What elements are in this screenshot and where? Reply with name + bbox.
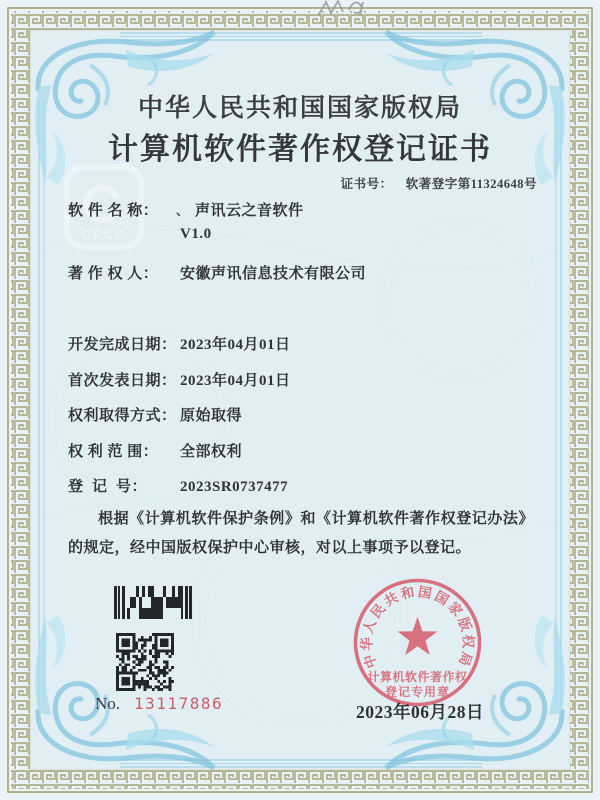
field-label: 首次发表日期：: [68, 373, 177, 389]
field-value: 全部权利: [180, 444, 243, 460]
software-version: V1.0: [180, 226, 212, 242]
registration-statement: 根据《计算机软件保护条例》和《计算机软件著作权登记办法》的规定，经中国版权保护中心审核，对以上事项予以登记。: [68, 511, 534, 556]
field-dev-complete-date: [68, 333, 291, 354]
field-value: 安徽声讯信息技术有限公司: [180, 266, 367, 282]
serial-label: No.: [95, 694, 121, 713]
field-value: 2023年04月01日: [180, 337, 291, 353]
seal-ring-text: 中华人民共和国国家版权局: [359, 584, 476, 671]
serial-value: 13117886: [134, 694, 224, 713]
field-value: 2023年04月01日: [180, 373, 291, 389]
field-rights-acquisition: [68, 404, 242, 425]
authority-title: 中华人民共和国国家版权局: [137, 95, 462, 122]
official-seal: [340, 565, 495, 720]
field-value: 原始取得: [180, 408, 243, 424]
barcode-2d: [114, 586, 192, 619]
field-rights-scope: [68, 440, 242, 461]
seal-line1: 计算机软件著作权: [367, 670, 468, 684]
serial-number: [95, 694, 223, 714]
field-value: 2023SR0737477: [180, 479, 289, 495]
certificate-number: [341, 174, 537, 192]
field-label: 软 件 名 称：: [68, 203, 159, 219]
seal-star: [398, 617, 438, 655]
field-label: 开发完成日期：: [68, 337, 177, 353]
field-label: 权利取得方式：: [68, 408, 177, 424]
handwritten-tick: 、: [176, 203, 190, 218]
field-software-name: [68, 199, 304, 220]
field-value: 声讯云之音软件: [195, 203, 304, 219]
certificate-number-value: 软著登字第11324648号: [405, 177, 537, 191]
field-first-publish-date: [68, 369, 291, 390]
field-label: 权 利 范 围：: [68, 444, 159, 460]
field-label: 登 记 号：: [68, 479, 148, 495]
certificate-number-label: 证书号：: [340, 177, 393, 191]
svg-text:CPCC: CPCC: [81, 227, 127, 242]
qr-code: [116, 633, 174, 691]
field-copyright-owner: [68, 262, 366, 283]
field-registration-number: [68, 475, 288, 496]
certificate-title: 计算机软件著作权登记证书: [108, 133, 492, 166]
issue-date: 2023年06月28日: [356, 702, 484, 722]
seal-line2: 登记专用章: [384, 685, 451, 699]
field-label: 著 作 权 人：: [68, 266, 159, 282]
